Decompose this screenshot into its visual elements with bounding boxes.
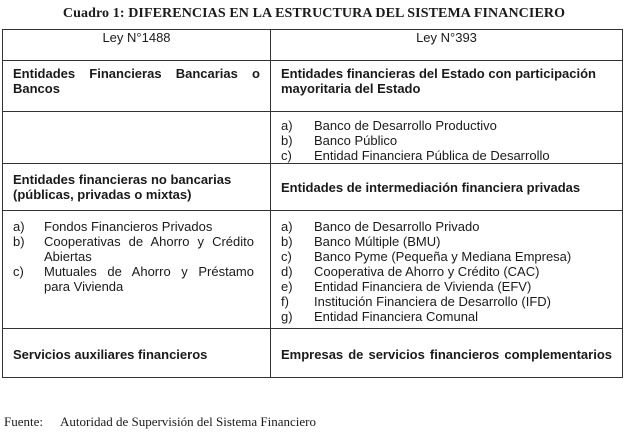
list-item-label: Mutuales de Ahorro y Préstamo para Vivienda	[44, 264, 254, 294]
list-item-marker: a)	[281, 219, 293, 234]
category-non-bank-label: Entidades financieras no bancarias (públicas, privadas o mixtas)	[13, 172, 232, 202]
list-item	[13, 264, 260, 294]
list-item-label: Institución Financiera de Desarrollo (IFD)	[314, 294, 551, 309]
list-item	[281, 309, 612, 324]
list-item-label: Cooperativa de Ahorro y Crédito (CAC)	[314, 264, 540, 279]
category-row-banks	[3, 61, 623, 112]
list-item	[281, 219, 612, 234]
list-item-marker: a)	[281, 118, 293, 133]
list-item	[281, 264, 612, 279]
category-cell-left	[3, 329, 271, 378]
list-item-label: Banco de Desarrollo Productivo	[314, 118, 497, 133]
non-bank-list	[3, 211, 270, 294]
list-item-label: Banco Público	[314, 133, 398, 148]
category-private-intermediation-label: Entidades de intermediación financiera privadas	[281, 179, 581, 195]
list-item-label: Entidad Financiera Comunal	[314, 309, 479, 324]
list-item-label: Banco Múltiple (BMU)	[314, 234, 441, 249]
category-cell-right	[271, 61, 623, 112]
list-item-label: Fondos Financieros Privados	[44, 219, 213, 234]
category-complementary-services-label: Empresas de servicios financieros complementarios	[281, 346, 612, 362]
list-item	[281, 279, 612, 294]
list-item-label: Entidad Financiera de Vivienda (EFV)	[314, 279, 532, 294]
list-item-marker: c)	[13, 264, 24, 279]
category-cell-right	[271, 329, 623, 378]
list-item-marker: b)	[13, 234, 25, 249]
category-cell-right	[271, 164, 623, 211]
list-item-marker: b)	[281, 234, 293, 249]
category-cell-left	[3, 164, 271, 211]
list-item-marker: f)	[281, 294, 289, 309]
header-ley-1488: Ley N°1488	[3, 30, 271, 61]
category-cell-left	[3, 61, 271, 112]
state-entities-list-cell	[271, 112, 623, 164]
header-row	[3, 30, 623, 61]
list-item-label: Cooperativas de Ahorro y Crédito Abiertas	[44, 234, 254, 264]
list-item-marker: c)	[281, 148, 292, 163]
list-item-marker: c)	[281, 249, 292, 264]
source-label: Fuente:	[4, 414, 43, 429]
list-item	[13, 234, 260, 264]
list-item	[13, 219, 260, 234]
list-item	[281, 133, 612, 148]
list-item-marker: g)	[281, 309, 293, 324]
category-row-non-bank	[3, 164, 623, 211]
list-row-private	[3, 211, 623, 329]
category-state-entities-label: Entidades financieras del Estado con participación mayoritaria del Estado	[281, 66, 596, 96]
list-item	[281, 148, 612, 163]
category-row-services	[3, 329, 623, 378]
list-item-label: Banco Pyme (Pequeña y Mediana Empresa)	[314, 249, 572, 264]
list-item-marker: d)	[281, 264, 293, 279]
list-row-state	[3, 112, 623, 164]
source-text: Autoridad de Supervisión del Sistema Financiero	[60, 414, 316, 429]
private-entities-list	[271, 211, 622, 324]
non-bank-list-cell	[3, 211, 271, 329]
list-item-marker: b)	[281, 133, 293, 148]
list-item	[281, 249, 612, 264]
empty-cell	[3, 112, 271, 164]
category-banks-label: Entidades Financieras Bancarias o Bancos	[13, 66, 260, 96]
category-auxiliary-services-label: Servicios auxiliares financieros	[13, 346, 208, 362]
private-list-cell	[271, 211, 623, 329]
list-item-label: Entidad Financiera Pública de Desarrollo	[314, 148, 550, 163]
list-item-marker: a)	[13, 219, 25, 234]
state-entities-list	[271, 112, 622, 163]
header-ley-393: Ley N°393	[271, 30, 623, 61]
source-note	[4, 414, 316, 430]
list-item	[281, 294, 612, 309]
list-item	[281, 118, 612, 133]
table-caption: Cuadro 1: DIFERENCIAS EN LA ESTRUCTURA DEL SISTEMA FINANCIERO	[62, 6, 566, 21]
list-item-marker: e)	[281, 279, 293, 294]
comparison-table	[2, 29, 623, 378]
list-item-label: Banco de Desarrollo Privado	[314, 219, 480, 234]
list-item	[281, 234, 612, 249]
